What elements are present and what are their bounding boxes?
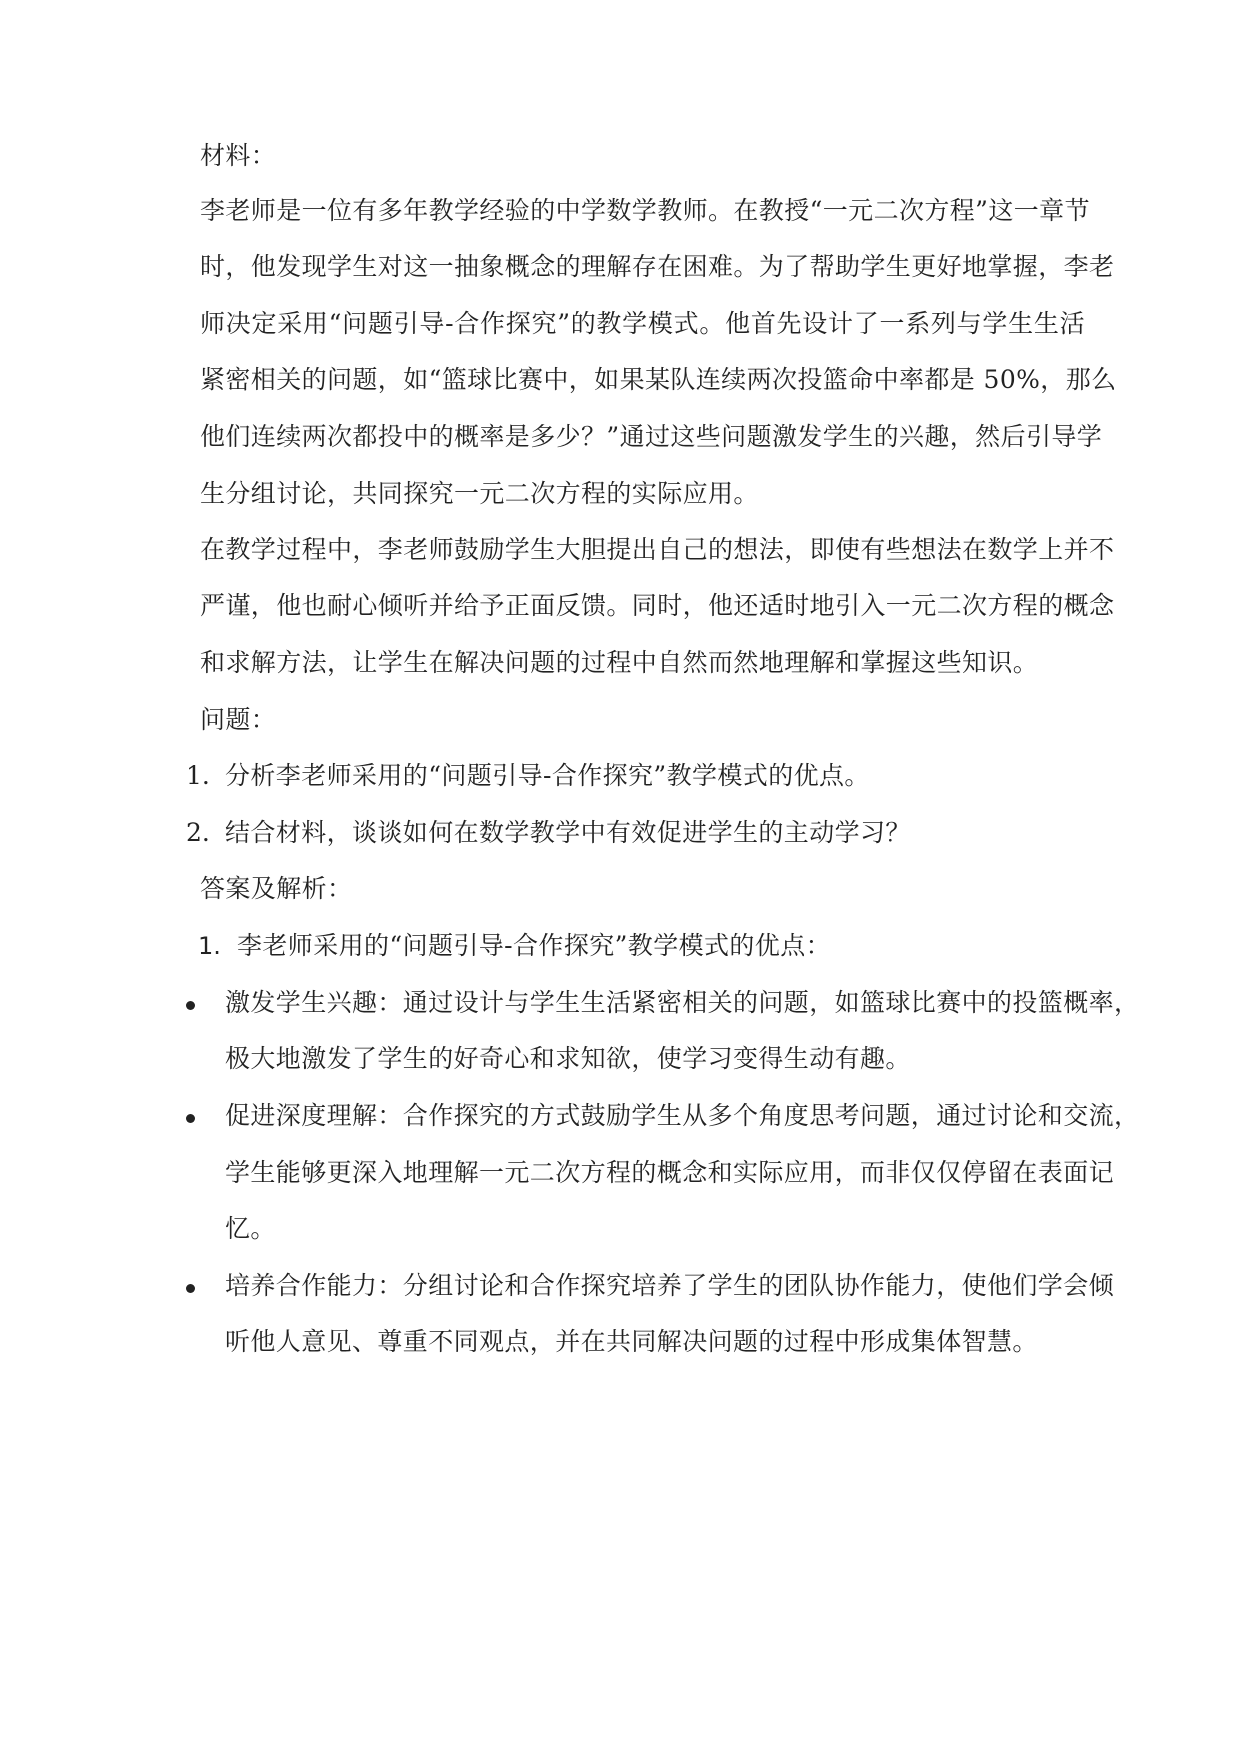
paragraph-line: 和求解方法，让学生在解决问题的过程中自然而然地理解和掌握这些知识。 [200,648,1039,677]
bullet-line: 学生能够更深入地理解一元二次方程的概念和实际应用，而非仅仅停留在表面记 [225,1158,1115,1187]
bullet-icon [186,1001,195,1010]
bullet-icon [186,1284,195,1293]
bullet-line: 忆。 [225,1214,276,1243]
question-heading: 问题： [200,705,277,734]
bullet-line: 听他人意见、尊重不同观点，并在共同解决问题的过程中形成集体智慧。 [225,1327,1038,1356]
question-text: 分析李老师采用的“问题引导-合作探究”教学模式的优点。 [225,761,870,790]
paragraph-line: 生分组讨论，共同探究一元二次方程的实际应用。 [200,479,759,508]
material-heading: 材料： [200,141,277,170]
bullet-line: 培养合作能力：分组讨论和合作探究培养了学生的团队协作能力，使他们学会倾 [225,1271,1115,1300]
answer-item-number: 1. [198,932,221,960]
paragraph-line: 紧密相关的问题，如“篮球比赛中，如果某队连续两次投篮命中率都是 50%，那么 [200,365,1117,394]
answer-item-text: 李老师采用的“问题引导-合作探究”教学模式的优点： [237,931,832,960]
bullet-line: 激发学生兴趣：通过设计与学生生活紧密相关的问题，如篮球比赛中的投篮概率， [225,988,1140,1017]
paragraph-line: 他们连续两次都投中的概率是多少？”通过这些问题激发学生的兴趣，然后引导学 [200,422,1103,451]
question-number: 1. [186,761,210,790]
question-text: 结合材料，谈谈如何在数学教学中有效促进学生的主动学习？ [225,818,911,847]
bullet-line: 促进深度理解：合作探究的方式鼓励学生从多个角度思考问题，通过讨论和交流， [225,1101,1140,1130]
paragraph-line: 在教学过程中，李老师鼓励学生大胆提出自己的想法，即使有些想法在数学上并不 [200,535,1115,564]
answer-heading: 答案及解析： [200,874,353,903]
paragraph-line: 李老师是一位有多年教学经验的中学数学教师。在教授“一元二次方程”这一章节 [200,196,1090,225]
question-number: 2. [186,818,210,847]
bullet-line: 极大地激发了学生的好奇心和求知欲，使学习变得生动有趣。 [225,1044,911,1073]
paragraph-line: 师决定采用“问题引导-合作探究”的教学模式。他首先设计了一系列与学生生活 [200,309,1085,338]
paragraph-line: 严谨，他也耐心倾听并给予正面反馈。同时，他还适时地引入一元二次方程的概念 [200,591,1115,620]
paragraph-line: 时，他发现学生对这一抽象概念的理解存在困难。为了帮助学生更好地掌握，李老 [200,252,1115,281]
bullet-icon [186,1114,195,1123]
